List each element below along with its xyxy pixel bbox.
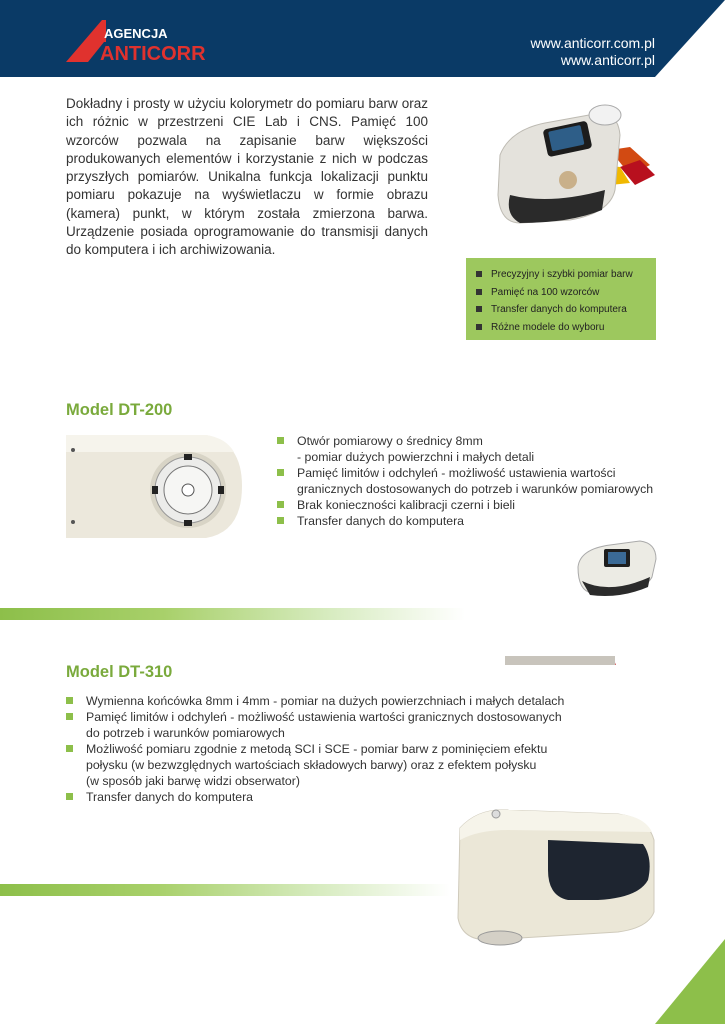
feature-item [476,266,656,284]
spec-text: (w sposób jaki barwę widzi obserwator) [86,774,300,788]
spec-text: Otwór pomiarowy o średnicy 8mm [297,434,483,448]
bullet-square-icon [66,745,73,752]
spec-item [66,741,564,757]
green-corner-decoration [655,939,725,1024]
bullet-square-icon [476,306,482,312]
spec-text: granicznych dostosowanych do potrzeb i warunków pomiarowych [297,482,654,496]
feature-item [476,301,656,319]
bullet-square-icon [277,517,284,524]
green-gradient-divider [0,884,450,896]
bullet-square-icon [476,324,482,330]
spec-text: - pomiar dużych powierzchni i małych detali [297,450,535,464]
spec-item [66,725,564,741]
spec-text: Pamięć limitów i odchyleń - możliwość ustawienia wartości [297,466,616,480]
feature-item [476,319,656,337]
spec-text: Brak konieczności kalibracji czerni i bieli [297,498,516,512]
spec-text: Pamięć limitów i odchyleń - możliwość ustawienia wartości granicznych dostosowanych [86,710,562,724]
dt310-device-image [448,800,660,950]
features-box [466,258,656,340]
dt310-spec-list [66,693,564,805]
spec-text: połysku (w bezwzględnych wartościach składowych barwy) oraz z efektem połysku [86,758,537,772]
website-link-1[interactable]: www.anticorr.com.pl [530,35,655,51]
feature-item [476,284,656,302]
bullet-square-icon [476,271,482,277]
color-fan-image [500,537,660,665]
spec-item [277,433,653,449]
spec-item [277,465,653,481]
logo-big-text: ANTICORR [100,43,206,64]
feature-text: Pamięć na 100 wzorców [491,286,600,298]
feature-text: Transfer danych do komputera [491,304,627,315]
spec-item [66,709,564,725]
bullet-square-icon [277,437,284,444]
dt200-title: Model DT-200 [66,401,173,419]
spec-item [277,497,653,513]
header-corner [655,0,725,77]
bullet-square-icon [277,501,284,508]
spec-text: do potrzeb i warunków pomiarowych [86,726,285,740]
spec-text: Transfer danych do komputera [297,514,465,528]
spec-item [277,449,653,465]
page-header [0,0,725,77]
spec-item [66,693,564,709]
dt200-spec-list [277,433,653,529]
bullet-square-icon [66,793,73,800]
spec-text: Możliwość pomiaru zgodnie z metodą SCI i SCE - pomiar barw z pominięciem efektu [86,742,548,756]
intro-paragraph: Dokładny i prosty w użyciu kolorymetr do pomiaru barw oraz ich różnic w przestrzeni CIE Lab i CNS. Pamięć 100 wzorców pozwala na zapisanie barw większości produkowanych elementów i korzystanie z nich w podczas przyszłych pomiarów. Unikalna funkcja lokalizacji punktu pomiaru pokazuje na wyświetlaczu w formie obrazu (kamera) punkt, w którym została zmierzona barwa. Urządzenie posiada oprogramowanie do transmisji danych do komputera i ich archiwizowania. [66,96,428,258]
spec-item [277,513,653,529]
spec-item [66,757,564,773]
spec-text: Wymienna końcówka 8mm i 4mm - pomiar na dużych powierzchniach i małych detalach [86,694,565,708]
spec-item [277,481,653,497]
spec-item [66,773,564,789]
bullet-square-icon [66,713,73,720]
bullet-square-icon [476,289,482,295]
colorimeter-image [490,95,660,230]
dt200-device-image [66,432,242,540]
website-link-2[interactable]: www.anticorr.pl [560,52,655,68]
logo-small-text: AGENCJA [104,26,168,41]
feature-text: Różne modele do wyboru [491,321,605,333]
green-gradient-divider [0,608,465,620]
feature-text: Precyzyjny i szybki pomiar barw [491,269,633,280]
bullet-square-icon [277,469,284,476]
bullet-square-icon [66,697,73,704]
dt310-title: Model DT-310 [66,663,173,681]
spec-text: Transfer danych do komputera [86,790,254,804]
anticorr-logo [66,18,226,64]
